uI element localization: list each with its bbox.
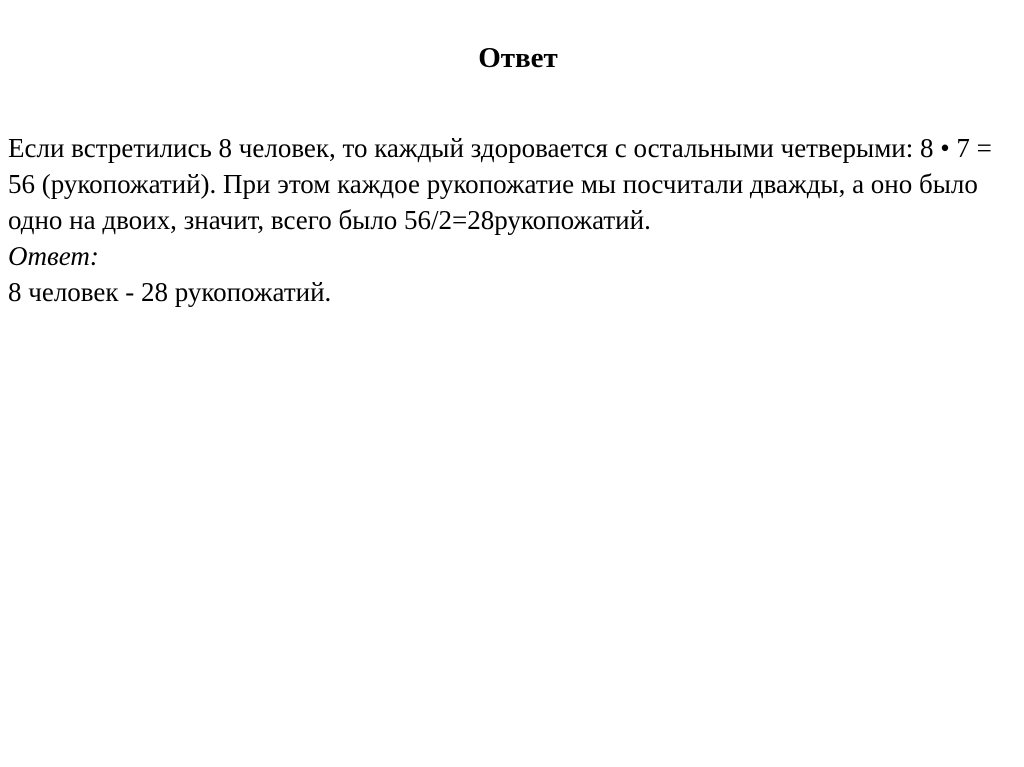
solution-paragraph: Если встретились 8 человек, то каждый здоровается с остальными четверыми: 8 • 7 = 56 (рукопожатий). При этом каждое рукопожатие мы посчитали дважды, а оно было одно на двоих, значит, всего было 56/2=28рукопожатий. [8, 133, 992, 235]
slide-body [8, 130, 1018, 310]
answer-value: 8 человек - 28 рукопожатий. [8, 277, 332, 307]
answer-label: Ответ: [8, 241, 99, 271]
slide-title: Ответ [478, 42, 558, 74]
